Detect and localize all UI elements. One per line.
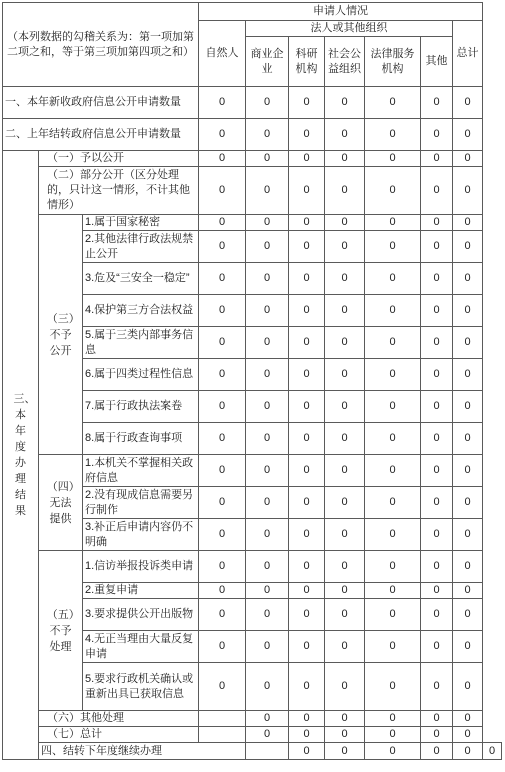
- cell-value: 0: [325, 599, 365, 631]
- cell-value: 0: [325, 583, 365, 599]
- cell-value: 0: [365, 631, 421, 663]
- cell-value: [246, 743, 289, 760]
- cell-value: 0: [325, 727, 365, 743]
- row-label: 5.属于三类内部事务信息: [83, 327, 199, 359]
- cell-value: 0: [421, 119, 453, 151]
- cell-value: 0: [421, 711, 453, 727]
- cell-value: 0: [365, 87, 421, 119]
- cell-value: 0: [246, 423, 289, 455]
- cell-value: 0: [453, 327, 483, 359]
- cell-value: 0: [199, 599, 246, 631]
- row-label: 1.属于国家秘密: [83, 215, 199, 231]
- header-commercial: 商业企业: [246, 37, 289, 87]
- cell-value: 0: [289, 551, 325, 583]
- cell-value: 0: [421, 455, 453, 487]
- cell-value: 0: [365, 263, 421, 295]
- cell-value: 0: [246, 263, 289, 295]
- cell-value: 0: [289, 487, 325, 519]
- cell-value: 0: [365, 167, 421, 215]
- cell-value: 0: [453, 87, 483, 119]
- cell-value: 0: [199, 423, 246, 455]
- cell-value: 0: [199, 151, 246, 167]
- cell-value: 0: [421, 231, 453, 263]
- cell-value: 0: [325, 743, 365, 760]
- cell-value: 0: [421, 391, 453, 423]
- row-label: 3.危及“三安全一稳定”: [83, 263, 199, 295]
- row-label: 7.属于行政执法案卷: [83, 391, 199, 423]
- cell-value: 0: [365, 583, 421, 599]
- cell-value: 0: [199, 583, 246, 599]
- cell-value: 0: [246, 295, 289, 327]
- cell-value: 0: [365, 663, 421, 711]
- cell-value: 0: [453, 455, 483, 487]
- cell-value: 0: [289, 519, 325, 551]
- group5-label: [39, 551, 83, 711]
- cell-value: 0: [453, 711, 483, 727]
- header-research: 科研机构: [289, 37, 325, 87]
- report-container: [2, 2, 502, 760]
- group3-text: （三）不予公开: [46, 312, 75, 357]
- cell-value: 0: [325, 295, 365, 327]
- cell-value: 0: [325, 215, 365, 231]
- cell-value: 0: [365, 119, 421, 151]
- cell-value: 0: [289, 231, 325, 263]
- row-label: 四、结转下年度继续办理: [39, 743, 246, 760]
- cell-value: 0: [365, 551, 421, 583]
- cell-value: 0: [325, 631, 365, 663]
- cell-value: 0: [325, 231, 365, 263]
- cell-value: 0: [325, 327, 365, 359]
- cell-value: 0: [421, 599, 453, 631]
- cell-value: 0: [289, 327, 325, 359]
- cell-value: 0: [453, 263, 483, 295]
- cell-value: 0: [199, 327, 246, 359]
- cell-value: 0: [365, 423, 421, 455]
- cell-value: 0: [246, 231, 289, 263]
- cell-value: 0: [421, 167, 453, 215]
- cell-value: 0: [199, 167, 246, 215]
- cell-value: 0: [421, 87, 453, 119]
- cell-value: 0: [246, 663, 289, 711]
- cell-value: 0: [453, 583, 483, 599]
- disclosure-statistics-table: [2, 2, 502, 760]
- cell-value: 0: [453, 391, 483, 423]
- cell-value: 0: [421, 359, 453, 391]
- cell-value: 0: [421, 327, 453, 359]
- cell-value: 0: [421, 743, 453, 760]
- cell-value: 0: [453, 743, 483, 760]
- header-legal-group: 法人或其他组织: [246, 21, 453, 37]
- cell-value: [199, 711, 246, 727]
- cell-value: 0: [421, 423, 453, 455]
- cell-value: 0: [246, 151, 289, 167]
- cell-value: 0: [289, 599, 325, 631]
- cell-value: 0: [246, 583, 289, 599]
- cell-value: 0: [453, 215, 483, 231]
- cell-value: 0: [365, 455, 421, 487]
- row-label: 2.重复申请: [83, 583, 199, 599]
- cell-value: 0: [325, 487, 365, 519]
- cell-value: 0: [246, 391, 289, 423]
- cell-value: 0: [289, 359, 325, 391]
- cell-value: 0: [246, 519, 289, 551]
- section3-text: 三、本年度办理结果: [13, 393, 36, 517]
- row-label: 8.属于行政查询事项: [83, 423, 199, 455]
- cell-value: 0: [365, 599, 421, 631]
- cell-value: 0: [453, 599, 483, 631]
- group4-text: （四）无法提供: [46, 480, 75, 525]
- cell-value: 0: [325, 359, 365, 391]
- cell-value: 0: [289, 711, 325, 727]
- cell-value: 0: [289, 119, 325, 151]
- cell-value: 0: [453, 631, 483, 663]
- row-label: 2.其他法律行政法规禁止公开: [83, 231, 199, 263]
- row-label: 4.保护第三方合法权益: [83, 295, 199, 327]
- row-label: 2.没有现成信息需要另行制作: [83, 487, 199, 519]
- cell-value: 0: [199, 487, 246, 519]
- header-total: 总计: [453, 21, 483, 87]
- cell-value: 0: [199, 231, 246, 263]
- cell-value: 0: [246, 167, 289, 215]
- row-label: 二、上年结转政府信息公开申请数量: [3, 119, 199, 151]
- cell-value: 0: [289, 423, 325, 455]
- cell-value: 0: [246, 119, 289, 151]
- cell-value: 0: [199, 87, 246, 119]
- cell-value: 0: [289, 743, 325, 760]
- cell-value: 0: [453, 663, 483, 711]
- header-note: （本列数据的勾稽关系为：第一项加第二项之和，等于第三项加第四项之和）: [3, 3, 199, 87]
- row-label: （二）部分公开（区分处理的，只计这一情形，不计其他情形）: [39, 167, 199, 215]
- cell-value: 0: [199, 359, 246, 391]
- cell-value: 0: [325, 423, 365, 455]
- cell-value: 0: [365, 151, 421, 167]
- cell-value: 0: [246, 215, 289, 231]
- cell-value: 0: [289, 215, 325, 231]
- cell-value: 0: [246, 711, 289, 727]
- row-label: 1.信访举报投诉类申请: [83, 551, 199, 583]
- cell-value: 0: [421, 295, 453, 327]
- cell-value: 0: [421, 631, 453, 663]
- cell-value: 0: [246, 599, 289, 631]
- cell-value: 0: [325, 663, 365, 711]
- cell-value: 0: [325, 151, 365, 167]
- cell-value: 0: [246, 487, 289, 519]
- cell-value: 0: [421, 551, 453, 583]
- cell-value: 0: [289, 455, 325, 487]
- header-legal-service: 法律服务机构: [365, 37, 421, 87]
- cell-value: 0: [325, 455, 365, 487]
- cell-value: 0: [246, 727, 289, 743]
- cell-value: 0: [289, 167, 325, 215]
- cell-value: 0: [325, 391, 365, 423]
- cell-value: 0: [199, 295, 246, 327]
- cell-value: 0: [453, 487, 483, 519]
- cell-value: 0: [289, 295, 325, 327]
- cell-value: 0: [421, 583, 453, 599]
- cell-value: 0: [453, 151, 483, 167]
- cell-value: 0: [325, 711, 365, 727]
- cell-value: 0: [289, 727, 325, 743]
- cell-value: 0: [365, 359, 421, 391]
- group3-label: [39, 215, 83, 455]
- row-label: 5.要求行政机关确认或重新出具已获取信息: [83, 663, 199, 711]
- cell-value: 0: [199, 551, 246, 583]
- cell-value: 0: [199, 119, 246, 151]
- cell-value: 0: [289, 151, 325, 167]
- cell-value: 0: [246, 359, 289, 391]
- cell-value: 0: [453, 359, 483, 391]
- cell-value: 0: [365, 487, 421, 519]
- row-label: 3.补正后申请内容仍不明确: [83, 519, 199, 551]
- cell-value: 0: [365, 327, 421, 359]
- cell-value: 0: [453, 231, 483, 263]
- row-label: 1.本机关不掌握相关政府信息: [83, 455, 199, 487]
- cell-value: 0: [246, 551, 289, 583]
- cell-value: 0: [199, 631, 246, 663]
- cell-value: 0: [421, 151, 453, 167]
- cell-value: 0: [289, 583, 325, 599]
- cell-value: 0: [365, 711, 421, 727]
- cell-value: 0: [421, 215, 453, 231]
- cell-value: 0: [325, 519, 365, 551]
- row-label: 3.要求提供公开出版物: [83, 599, 199, 631]
- row-label: 4.无正当理由大量反复申请: [83, 631, 199, 663]
- cell-value: 0: [365, 231, 421, 263]
- cell-value: 0: [325, 167, 365, 215]
- cell-value: 0: [199, 263, 246, 295]
- row-label: （六）其他处理: [39, 711, 199, 727]
- cell-value: 0: [199, 391, 246, 423]
- cell-value: 0: [199, 215, 246, 231]
- cell-value: 0: [421, 663, 453, 711]
- cell-value: 0: [246, 87, 289, 119]
- cell-value: 0: [325, 551, 365, 583]
- cell-value: 0: [365, 295, 421, 327]
- header-applicant: 申请人情况: [199, 3, 483, 21]
- cell-value: 0: [199, 663, 246, 711]
- header-natural-person: 自然人: [199, 21, 246, 87]
- cell-value: 0: [246, 631, 289, 663]
- cell-value: 0: [199, 519, 246, 551]
- cell-value: 0: [325, 87, 365, 119]
- cell-value: 0: [453, 519, 483, 551]
- cell-value: 0: [453, 295, 483, 327]
- cell-value: 0: [421, 487, 453, 519]
- cell-value: 0: [246, 455, 289, 487]
- row-label: 6.属于四类过程性信息: [83, 359, 199, 391]
- group5-text: （五）不予处理: [46, 608, 75, 653]
- cell-value: 0: [453, 727, 483, 743]
- group4-label: [39, 455, 83, 551]
- cell-value: 0: [289, 87, 325, 119]
- cell-value: 0: [246, 327, 289, 359]
- cell-value: 0: [483, 743, 502, 760]
- cell-value: 0: [365, 391, 421, 423]
- cell-value: 0: [289, 391, 325, 423]
- cell-value: 0: [289, 663, 325, 711]
- cell-value: 0: [365, 215, 421, 231]
- cell-value: 0: [365, 743, 421, 760]
- cell-value: 0: [421, 727, 453, 743]
- cell-value: [199, 727, 246, 743]
- section3-label: [3, 151, 39, 760]
- cell-value: 0: [421, 263, 453, 295]
- header-other: 其他: [421, 37, 453, 87]
- cell-value: 0: [289, 631, 325, 663]
- cell-value: 0: [289, 263, 325, 295]
- header-social-welfare: 社会公益组织: [325, 37, 365, 87]
- cell-value: 0: [325, 119, 365, 151]
- cell-value: 0: [453, 423, 483, 455]
- cell-value: 0: [453, 119, 483, 151]
- cell-value: 0: [325, 263, 365, 295]
- row-label: 一、本年新收政府信息公开申请数量: [3, 87, 199, 119]
- cell-value: 0: [365, 727, 421, 743]
- cell-value: 0: [421, 519, 453, 551]
- cell-value: 0: [453, 551, 483, 583]
- cell-value: 0: [199, 455, 246, 487]
- cell-value: 0: [365, 519, 421, 551]
- row-label: （一）予以公开: [39, 151, 199, 167]
- row-label: （七）总计: [39, 727, 199, 743]
- cell-value: 0: [453, 167, 483, 215]
